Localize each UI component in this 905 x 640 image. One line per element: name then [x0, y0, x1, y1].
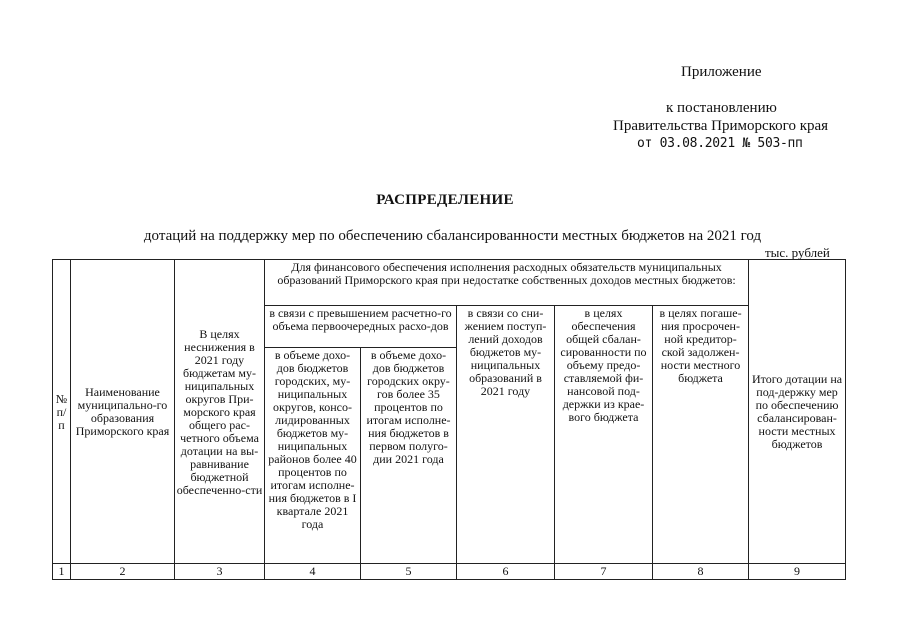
- document-title: РАСПРЕДЕЛЕНИЕ: [376, 192, 514, 208]
- header-revenue-drop: в связи со сни-жением поступ-лений доходов бюджетов му-ниципальных образований в 2021 году: [457, 306, 555, 564]
- decree-date-stamp: от 03.08.2021 № 503-пп: [637, 136, 803, 151]
- column-number: 7: [555, 564, 653, 580]
- column-number: 5: [361, 564, 457, 580]
- column-number: 8: [653, 564, 749, 580]
- column-number: 9: [749, 564, 846, 580]
- document-subtitle: дотаций на поддержку мер по обеспечению сбалансированности местных бюджетов на 2021 год: [143, 228, 762, 244]
- distribution-table: [52, 259, 846, 580]
- column-number: 4: [265, 564, 361, 580]
- column-number: 2: [71, 564, 175, 580]
- header-total: Итого дотации на под-держку мер по обеспечению сбалансирован-ности местных бюджетов: [749, 260, 846, 564]
- government-name: Правительства Приморского края: [613, 118, 829, 134]
- header-financial-support-group: Для финансового обеспечения исполнения расходных обязательств муниципальных образований Приморского края при недостатке собственных доходов местных бюджетов:: [265, 260, 749, 306]
- decree-reference: к постановлению: [666, 100, 777, 116]
- column-number: 6: [457, 564, 555, 580]
- header-excess-q1: в объеме дохо-дов бюджетов городских, му-ниципальных округов, консо-лидированных бюджетов му-ниципальных районов более 40 процентов по итогам исполне-ния бюджетов в I квартале 2021 года: [265, 348, 361, 564]
- header-excess-expenditure: в связи с превышением расчетно-го объема первоочередных расхо-дов: [265, 306, 457, 348]
- header-overdue-debt: в целях погаше-ния просрочен-ной кредитор-ской задолжен-ности местного бюджета: [653, 306, 749, 564]
- column-number: 3: [175, 564, 265, 580]
- header-number: № п/ п: [53, 260, 71, 564]
- appendix-label: Приложение: [681, 64, 762, 80]
- header-excess-h1: в объеме дохо-дов бюджетов городских окру-гов более 35 процентов по итогам исполне-ния бюджетов в первом полуго-дии 2021 года: [361, 348, 457, 564]
- units-label: тыс. рублей: [765, 245, 830, 260]
- header-balance-support: в целях обеспечения общей сбалан-сированности по объему предо-ставляемой фи-нансовой под-держки из крае-вого бюджета: [555, 306, 653, 564]
- header-inequality-grant: В целях неснижения в 2021 году бюджетам му-ниципальных округов При-морского края общего рас-четного объема дотации на вы-равнивание бюджетной обеспеченно-сти: [175, 260, 265, 564]
- header-municipality-name: Наименование муниципально-го образования Приморского края: [71, 260, 175, 564]
- column-number: 1: [53, 564, 71, 580]
